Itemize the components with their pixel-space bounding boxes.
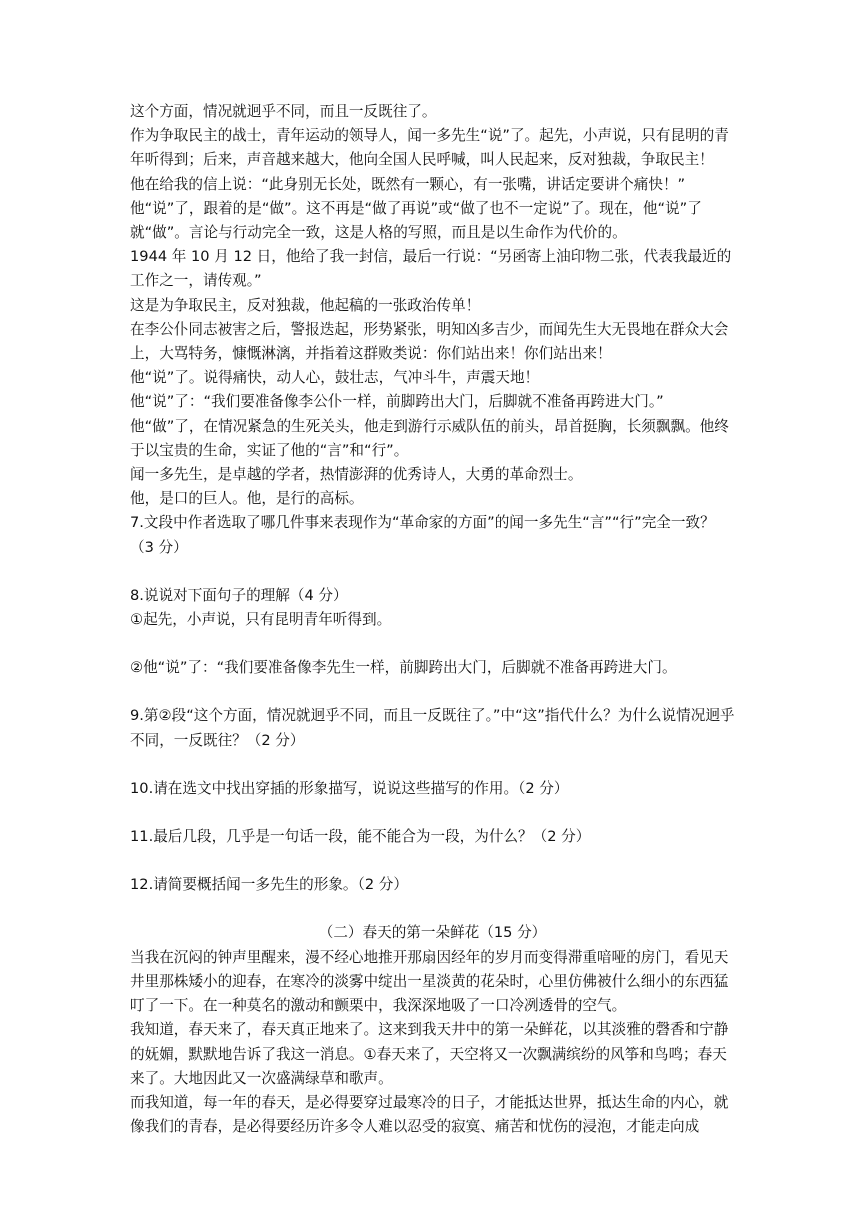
passage-paragraph: 他“说”了：“我们要准备像李公仆一样，前脚跨出大门，后脚就不准备再跨进大门。” [130,393,664,411]
document-page [130,100,735,1139]
question-11: 11.最后几段，几乎是一句话一段，能不能合为一段，为什么？（2 分） [130,828,591,846]
question-8: 8.说说对下面句子的理解（4 分） [130,586,348,604]
question-10: 10.请在选文中找出穿插的形象描写，说说这些描写的作用。（2 分） [130,779,569,797]
passage-paragraph: 而我知道，每一年的春天，是必得要穿过最寒冷的日子，才能抵达世界，抵达生命的内心，就像我们的青春，是必得要经历许多令人难以忍受的寂寞、痛苦和忧伤的浸泡，才能走向成 [130,1093,729,1136]
passage-paragraph: 这个方面，情况就迥乎不同，而且一反既往了。 [130,103,437,120]
answer-space [130,849,735,873]
answer-space [130,897,735,921]
passage-paragraph: 这是为争取民主，反对独裁，他起稿的一张政治传单！ [130,296,481,314]
answer-space [130,632,735,656]
answer-space [130,560,735,584]
passage-paragraph: 他“说”了，跟着的是“做”。这不再是“做了再说”或“做了也不一定说”了。现在，他“说”了就“做”。言论与行动完全一致，这是人格的写照，而且是以生命作为代价的。 [130,199,702,242]
section-title: （二）春天的第一朵鲜花（15 分） [318,924,547,942]
passage-paragraph: 当我在沉闷的钟声里醒来，漫不经心地推开那扇因经年的岁月而变得滞重喑哑的房门，看见天井里那株矮小的迎春，在寒冷的淡雾中绽出一星淡黄的花朵时，心里仿佛被什么细小的东西猛叮了一下。在一种莫名的激动和颤栗中，我深深地吸了一口冷冽透骨的空气。 [130,948,729,1015]
passage-paragraph: 他，是口的巨人。他，是行的高标。 [130,490,364,508]
question-8-item-1: ①起先，小声说，只有昆明青年听得到。 [130,611,392,629]
question-8-item-2: ②他“说”了：“我们要准备像李先生一样，前脚跨出大门，后脚就不准备再跨进大门。 [130,659,677,677]
passage-paragraph: 他“做”了，在情况紧急的生死关头，他走到游行示威队伍的前头，昂首挺胸，长须飘飘。他终于以宝贵的生命，实证了他的“言”和“行”。 [130,417,729,459]
passage-paragraph: 我知道，春天来了，春天真正地来了。这来到我天井中的第一朵鲜花，以其淡雅的磬香和宁静的妩媚，默默地告诉了我这一消息。①春天来了，天空将又一次飘满缤纷的风筝和鸟鸣；春天来了。大地因此又一次盛满绿草和歌声。 [130,1021,729,1087]
passage-paragraph: 他在给我的信上说：“此身别无长处，既然有一颗心，有一张嘴，讲话定要讲个痛快！” [130,175,686,193]
answer-space [130,801,735,825]
question-12: 12.请简要概括闻一多先生的形象。（2 分） [130,876,408,894]
passage-paragraph: 在李公仆同志被害之后，警报迭起，形势紧张，明知凶多吉少，而闻先生大无畏地在群众大会上，大骂特务，慷慨淋漓，并指着这群败类说：你们站出来！你们站出来！ [130,320,729,363]
passage-paragraph: 闻一多先生，是卓越的学者，热情澎湃的优秀诗人，大勇的革命烈士。 [130,466,583,484]
question-7: 7.文段中作者选取了哪几件事来表现作为“革命家的方面”的闻一多先生“言”“行”完全一致？（3 分） [130,514,715,556]
answer-space [130,753,735,777]
passage-paragraph: 他“说”了。说得痛快，动人心，鼓壮志，气冲斗牛，声震天地！ [130,369,540,387]
answer-space [130,680,735,704]
passage-paragraph: 作为争取民主的战士，青年运动的领导人，闻一多先生“说”了。起先，小声说，只有昆明的青年听得到；后来，声音越来越大，他向全国人民呼喊，叫人民起来，反对独裁，争取民主！ [130,127,729,169]
passage-paragraph: 1944 年 10 月 12 日，他给了我一封信，最后一行说：“另函寄上油印物二张，代表我最近的工作之一，请传观。” [130,248,732,290]
question-9: 9.第②段“这个方面，情况就迥乎不同，而且一反既往了。”中“这”指代什么？为什么说情况迥乎不同，一反既往？（2 分） [130,707,735,749]
